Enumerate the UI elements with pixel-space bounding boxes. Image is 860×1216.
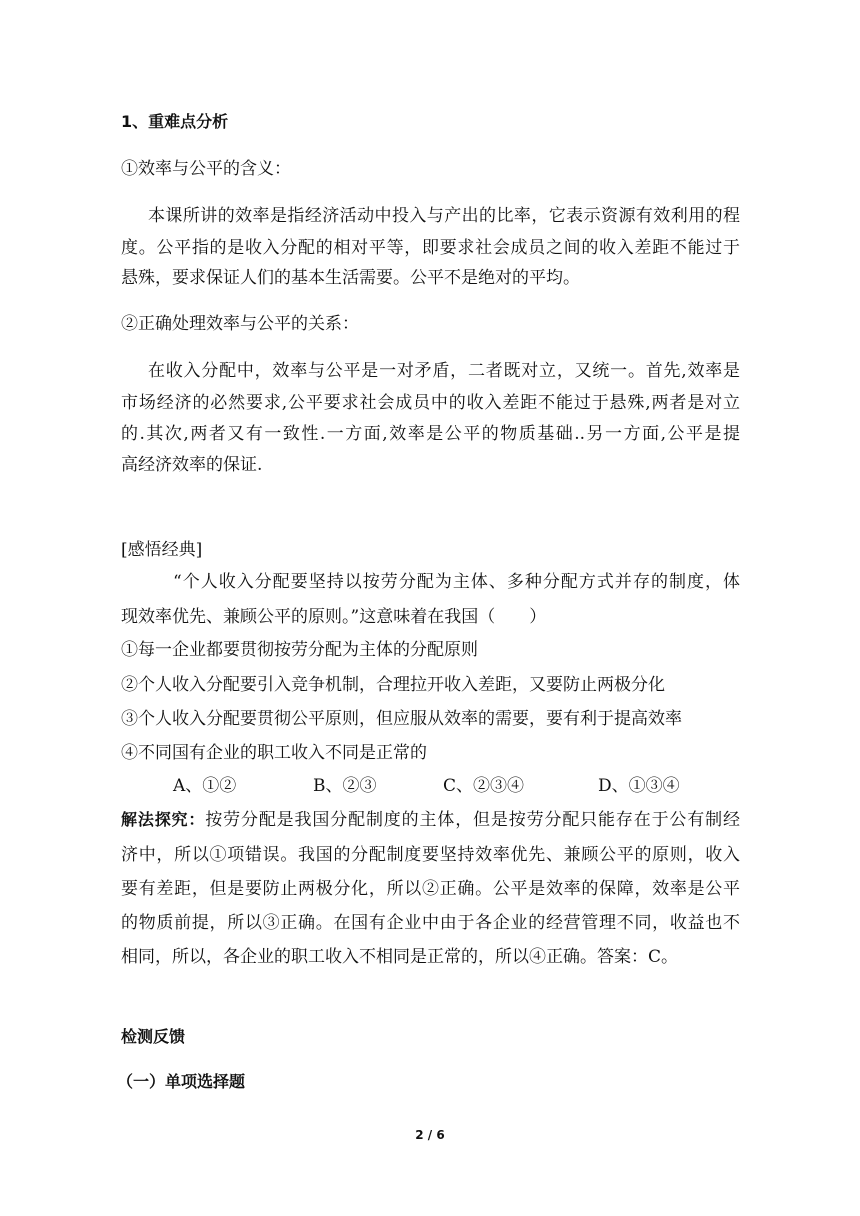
- paragraph-line: 度。公平指的是收入分配的相对平等，即要求社会成员之间的收入差距不能过于: [121, 238, 740, 258]
- answer-options: [0, 776, 860, 796]
- paragraph-line: 高经济效率的保证.: [121, 455, 263, 475]
- option-d: D、①③④: [598, 776, 680, 796]
- choice-item: ③个人收入分配要贯彻公平原则，但应服从效率的需要，要有利于提高效率: [121, 709, 682, 729]
- choice-item: ④不同国有企业的职工收入不同是正常的: [121, 743, 427, 763]
- question-line: “个人收入分配要坚持以按劳分配为主体、多种分配方式并存的制度，体: [173, 572, 740, 592]
- section-heading: 1、重难点分析: [121, 112, 229, 131]
- solution-line: 要有差距，但是要防止两极分化，所以②正确。公平是效率的保障，效率是公平: [121, 879, 740, 899]
- paragraph-line: 悬殊，要求保证人们的基本生活需要。公平不是绝对的平均。: [121, 268, 580, 288]
- choice-item: ②个人收入分配要引入竞争机制，合理拉开收入差距，又要防止两极分化: [121, 675, 665, 695]
- option-b: B、②③: [313, 776, 377, 796]
- choice-item: ①每一企业都要贯彻按劳分配为主体的分配原则: [121, 640, 478, 660]
- subheading-relation: ②正确处理效率与公平的关系：: [121, 314, 359, 334]
- solution-line: 相同，所以，各企业的职工收入不相同是正常的，所以④正确。答案：C。: [121, 947, 679, 967]
- solution-line: 的物质前提，所以③正确。在国有企业中由于各企业的经营管理不同，收益也不: [121, 913, 740, 933]
- page-number: 2 / 6: [415, 1128, 445, 1142]
- paragraph-line: 在收入分配中，效率与公平是一对矛盾，二者既对立，又统一。首先,效率是: [148, 361, 740, 381]
- feedback-heading: 检测反馈: [121, 1027, 186, 1046]
- subheading-meaning: ①效率与公平的含义：: [121, 159, 291, 179]
- paragraph-line: 的.其次,两者又有一致性.一方面,效率是公平的物质基础..另一方面,公平是提: [121, 424, 740, 444]
- question-line: 现效率优先、兼顾公平的原则。”这意味着在我国（ ）: [121, 607, 547, 627]
- solution-label: 解法探究：: [121, 810, 206, 829]
- paragraph-line: 本课所讲的效率是指经济活动中投入与产出的比率，它表示资源有效利用的程: [148, 206, 740, 226]
- feedback-subheading: （一）单项选择题: [117, 1072, 246, 1091]
- paragraph-line: 市场经济的必然要求,公平要求社会成员中的收入差距不能过于悬殊,两者是对立: [121, 393, 740, 413]
- solution-text: 按劳分配是我国分配制度的主体，但是按劳分配只能存在于公有制经: [205, 810, 740, 830]
- solution-line: 济中，所以①项错误。我国的分配制度要坚持效率优先、兼顾公平的原则，收入: [121, 845, 740, 865]
- option-c: C、②③④: [443, 776, 525, 796]
- classic-heading: [感悟经典]: [121, 540, 203, 560]
- solution-line: [121, 810, 740, 830]
- option-a: A、①②: [173, 776, 237, 796]
